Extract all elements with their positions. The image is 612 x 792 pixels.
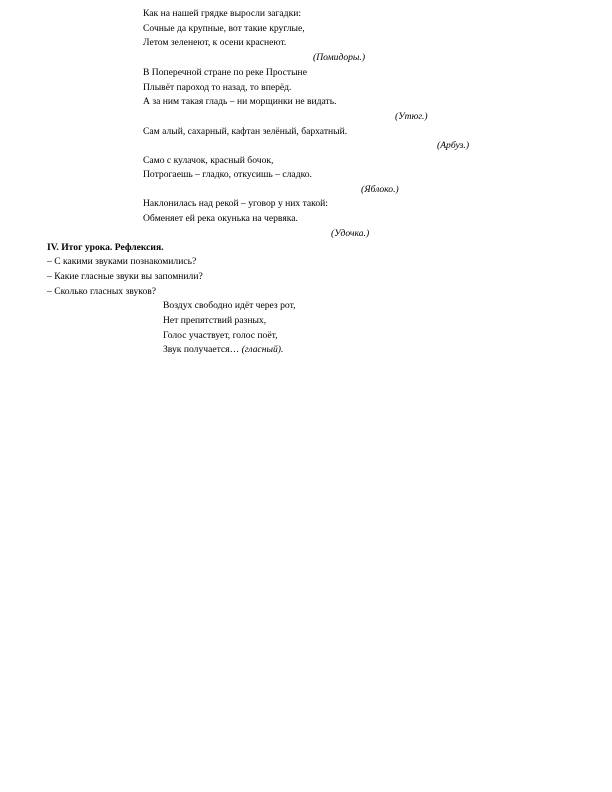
- riddle-3-line-1: Сам алый, сахарный, кафтан зелёный, бархатный.: [143, 126, 348, 137]
- riddle-2-line-1: В Поперечной стране по реке Простыне: [143, 67, 307, 78]
- poem-line-2: Нет препятствий разных,: [163, 315, 267, 326]
- riddle-3-answer: (Арбуз.): [437, 140, 470, 151]
- question-2: – Какие гласные звуки вы запомнили?: [47, 271, 203, 282]
- riddle-4-line-1: Само с кулачок, красный бочок,: [143, 155, 274, 166]
- poem-last-line-text: Звук получается…: [163, 344, 242, 355]
- riddle-1-line-1: Как на нашей грядке выросли загадки:: [143, 8, 302, 19]
- question-3: – Сколько гласных звуков?: [47, 286, 157, 297]
- riddle-4-line-2: Потрогаешь – гладко, откусишь – сладко.: [143, 169, 312, 180]
- poem-line-1: Воздух свободно идёт через рот,: [163, 300, 296, 311]
- riddle-2-line-2: Плывёт пароход то назад, то вперёд.: [143, 82, 292, 93]
- riddle-1-line-2: Сочные да крупные, вот такие круглые,: [143, 23, 305, 34]
- poem-line-3: Голос участвует, голос поёт,: [163, 330, 278, 341]
- section-heading: IV. Итог урока. Рефлексия.: [47, 242, 164, 253]
- poem-line-4: [163, 344, 283, 356]
- question-1: – С какими звуками познакомились?: [47, 256, 197, 267]
- riddle-5-answer: (Удочка.): [331, 228, 370, 239]
- riddle-4-answer: (Яблоко.): [361, 184, 399, 195]
- riddle-5-line-2: Обменяет ей река окунька на червяка.: [143, 213, 298, 224]
- riddle-1-answer: (Помидоры.): [313, 52, 366, 63]
- riddle-2-line-3: А за ним такая гладь – ни морщинки не видать.: [143, 96, 337, 107]
- riddle-2-answer: (Утюг.): [395, 111, 428, 122]
- riddle-5-line-1: Наклонилась над рекой – уговор у них такой:: [143, 198, 328, 209]
- poem-last-line-answer: (гласный).: [241, 344, 284, 355]
- riddle-1-line-3: Летом зеленеют, к осени краснеют.: [143, 37, 287, 48]
